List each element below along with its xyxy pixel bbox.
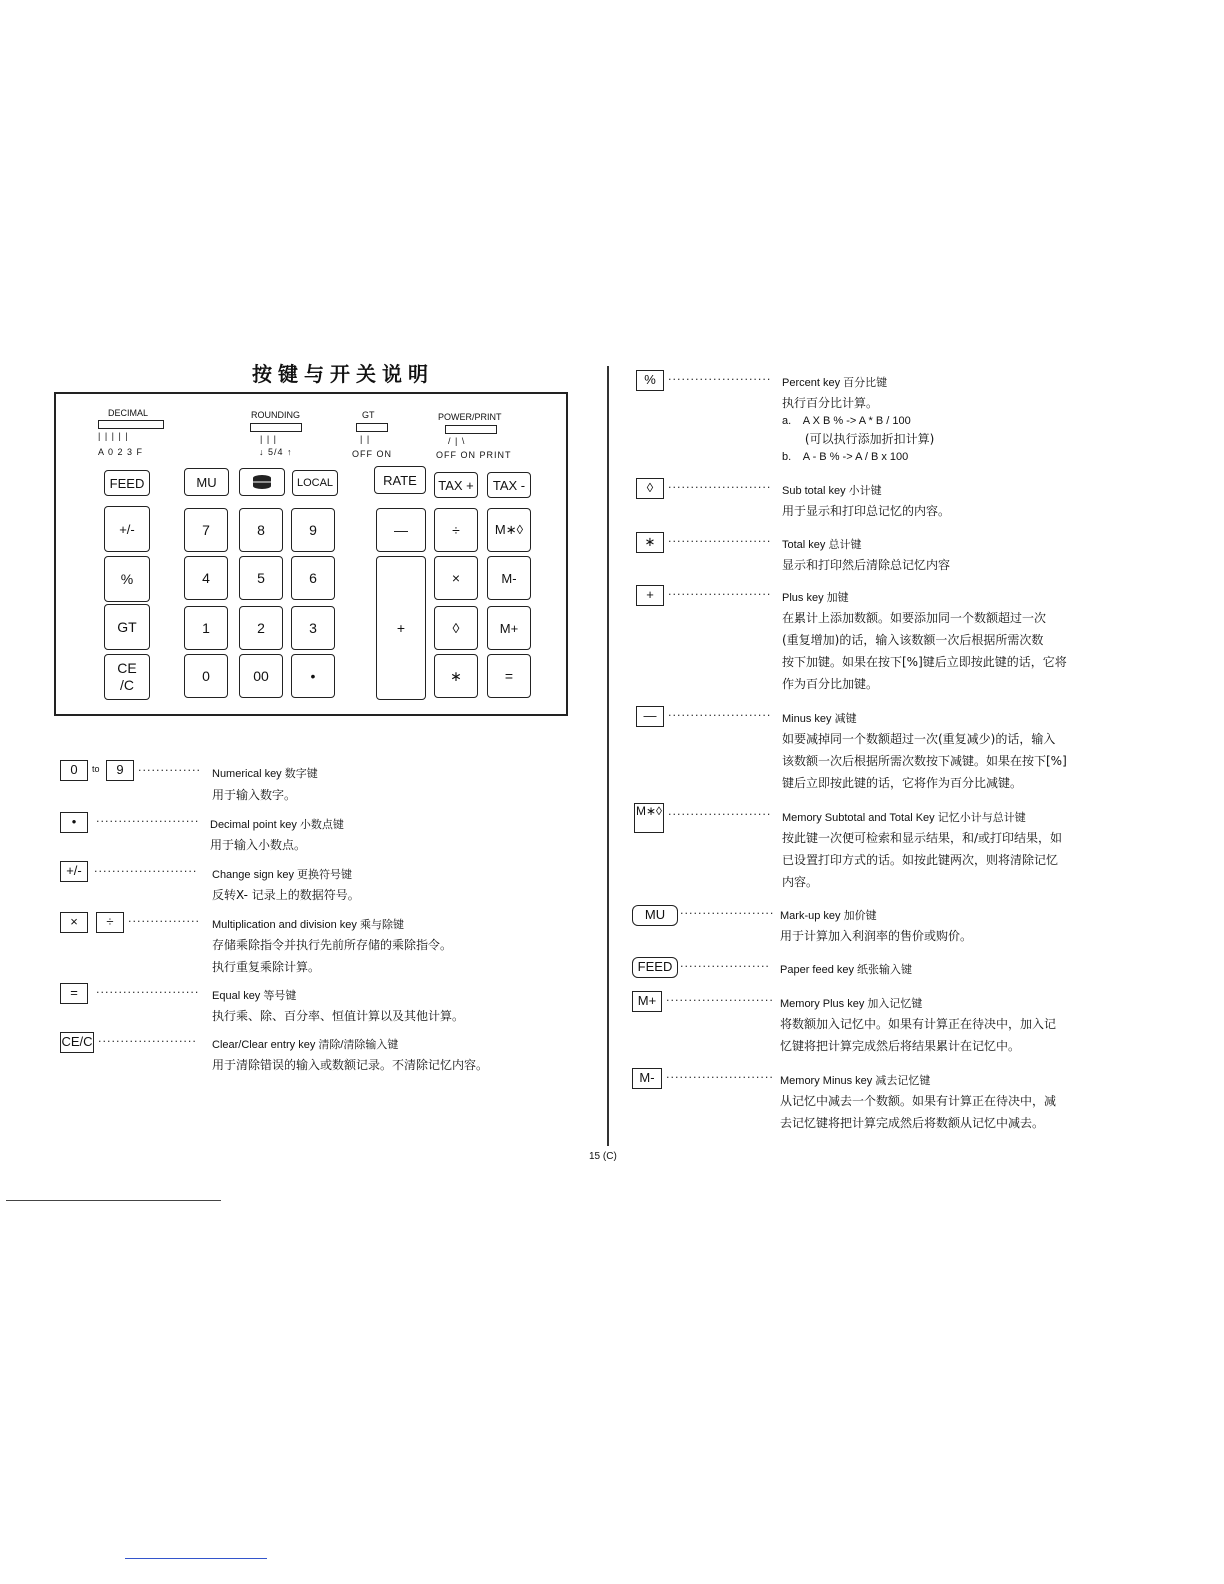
total-key[interactable]: ∗ [434,654,478,698]
key-3[interactable]: 3 [291,606,335,650]
entry-desc: 用于输入数字。 [212,788,297,802]
key-7[interactable]: 7 [184,508,228,552]
entry-name: Minus key 减键 [782,713,857,725]
entry-key: — [636,706,664,727]
entry-desc: 显示和打印然后清除总记忆内容 [782,558,951,572]
entry-key: % [636,370,664,391]
entry-name: Percent key 百分比键 [782,377,888,389]
key-0[interactable]: 0 [184,654,228,698]
key-00[interactable]: 00 [239,654,283,698]
entry-desc: 执行重复乘除计算。 [212,960,321,974]
key-9[interactable]: 9 [291,508,335,552]
entry-desc: 用于清除错误的输入或数额记录。不清除记忆内容。 [212,1058,489,1072]
entry-desc: 存储乘除指令并执行先前所存储的乘除指令。 [212,938,453,952]
rounding-switch[interactable] [250,423,302,432]
entry-desc: 执行乘、除、百分率、恒值计算以及其他计算。 [212,1009,465,1023]
gt-key[interactable]: GT [104,604,150,650]
key-5[interactable]: 5 [239,556,283,600]
rule-line [6,1200,221,1201]
entry-key-to: to [92,764,100,774]
entry-name: Decimal point key 小数点键 [210,819,344,831]
entry-desc: b. A - B % -> A / B x 100 [782,451,909,463]
underline-link [125,1558,267,1559]
entry-desc: 执行百分比计算。 [782,396,879,410]
entry-desc: 键后立即按此键的话，它将作为百分比减键。 [782,776,1023,790]
key-6[interactable]: 6 [291,556,335,600]
key-2[interactable]: 2 [239,606,283,650]
entry-key: = [60,983,88,1004]
entry-name: Clear/Clear entry key 清除/清除输入键 [212,1039,399,1051]
feed-key[interactable]: FEED [104,470,150,496]
power-switch-positions: OFF ON PRINT [436,450,512,460]
entry-key: +/- [60,861,88,882]
entry-desc: (重复增加)的话，输入该数额一次后根据所需次数 [782,633,1044,647]
coin-icon-key[interactable] [239,468,285,496]
rounding-switch-label: ROUNDING [251,410,300,420]
entry-key: M- [632,1068,662,1089]
entry-desc: 按下加键。如果在按下[%]键后立即按此键的话，它将 [782,655,1067,669]
plus-key[interactable]: + [376,556,426,700]
page-number: 15 (C) [589,1151,617,1162]
key-4[interactable]: 4 [184,556,228,600]
entry-desc: 在累计上添加数额。如要添加同一个数额超过一次 [782,611,1047,625]
mu-key[interactable]: MU [184,468,229,496]
decimal-switch-label: DECIMAL [108,408,149,418]
entry-desc: 如要减掉同一个数额超过一次(重复减少)的话，输入 [782,732,1056,746]
gt-switch[interactable] [356,423,388,432]
coin-stack-icon [251,474,273,490]
divide-key[interactable]: ÷ [434,508,478,552]
entry-desc: 已设置打印方式的话。如按此键两次，则将清除记忆 [782,853,1059,867]
entry-desc: a. A X B % -> A * B / 100 [782,415,911,427]
equal-key[interactable]: = [487,654,531,698]
entry-key: ◊ [636,478,664,499]
memory-total-key[interactable]: M∗◊ [487,508,531,552]
entry-desc: 反转X- 记录上的数据符号。 [212,888,360,902]
entry-desc: 内容。 [782,875,819,889]
gt-switch-label: GT [362,410,375,420]
local-key[interactable]: LOCAL [292,470,338,496]
entry-name: Paper feed key 纸张输入键 [780,964,913,976]
decimal-switch-positions: A 0 2 3 F [98,447,144,457]
entry-key: + [636,585,664,606]
entry-desc: (可以执行添加折扣计算) [782,432,935,446]
entry-name: Numerical key 数字键 [212,768,318,780]
page-title: 按键与开关说明 [252,362,434,386]
entry-desc: 用于计算加入利润率的售价或购价。 [780,929,973,943]
multiply-key[interactable]: × [434,556,478,600]
change-sign-key[interactable]: +/- [104,506,150,552]
entry-key: 9 [106,760,134,781]
entry-desc: 从记忆中减去一个数额。如果有计算正在待决中，减 [780,1094,1057,1108]
entry-key: M+ [632,991,662,1012]
entry-desc: 按此键一次便可检索和显示结果，和/或打印结果，如 [782,831,1063,845]
calculator-panel: DECIMAL | | | | | A 0 2 3 F ROUNDING | | | ↓ 5/4 ↑ GT | | OFF ON POWER/PRINT / | \ OFF ON PRINT FEED MU LOCAL RATE TAX + TAX - +/- % GT CE /C 7 8 9 4 5 6 1 2 3 0 00 • — + ÷ × ◊ ∗ M∗◊ M- M+ = [54,392,568,716]
entry-name: Sub total key 小计键 [782,485,882,497]
decimal-switch[interactable] [98,420,164,429]
entry-desc: 作为百分比加键。 [782,677,879,691]
entry-key: ∗ [636,532,664,553]
subtotal-key[interactable]: ◊ [434,606,478,650]
entry-name: Memory Minus key 减去记忆键 [780,1075,931,1087]
entry-key: × [60,912,88,933]
key-1[interactable]: 1 [184,606,228,650]
minus-key[interactable]: — [376,508,426,552]
entry-desc: 用于显示和打印总记忆的内容。 [782,504,951,518]
entry-desc: 忆键将把计算完成然后将结果累计在记忆中。 [780,1039,1021,1053]
rounding-switch-positions: ↓ 5/4 ↑ [259,447,293,457]
entry-key: 0 [60,760,88,781]
entry-desc: 该数额一次后根据所需次数按下减键。如果在按下[%] [782,754,1067,768]
gt-switch-positions: OFF ON [352,449,392,459]
entry-desc: 去记忆键将把计算完成然后将数额从记忆中减去。 [780,1116,1045,1130]
entry-name: Change sign key 更换符号键 [212,869,352,881]
ce-c-key[interactable]: CE /C [104,654,150,700]
entry-desc: 将数额加入记忆中。如果有计算正在待决中，加入记 [780,1017,1057,1031]
memory-plus-key[interactable]: M+ [487,606,531,650]
entry-key: FEED [632,957,678,978]
entry-name: Memory Subtotal and Total Key 记忆小计与总计键 [782,812,1026,824]
key-8[interactable]: 8 [239,508,283,552]
tax-minus-key[interactable]: TAX - [487,472,531,498]
rate-key[interactable]: RATE [374,466,426,494]
entry-name: Plus key 加键 [782,592,849,604]
power-print-switch[interactable] [445,425,497,434]
entry-key: ÷ [96,912,124,933]
entry-name: Equal key 等号键 [212,990,297,1002]
tax-plus-key[interactable]: TAX + [434,472,478,498]
entry-name: Mark-up key 加价键 [780,910,877,922]
entry-name: Memory Plus key 加入记忆键 [780,998,923,1010]
entry-key: M∗◊ [634,803,664,833]
entry-name: Total key 总计键 [782,539,862,551]
entry-desc: 用于输入小数点。 [210,838,307,852]
memory-minus-key[interactable]: M- [487,556,531,600]
power-switch-label: POWER/PRINT [438,412,502,422]
entry-key: • [60,812,88,833]
entry-key: MU [632,905,678,926]
entry-name: Multiplication and division key 乘与除键 [212,919,404,931]
decimal-point-key[interactable]: • [291,654,335,698]
column-divider [607,366,609,1146]
percent-key[interactable]: % [104,556,150,602]
entry-key: CE/C [60,1032,94,1053]
